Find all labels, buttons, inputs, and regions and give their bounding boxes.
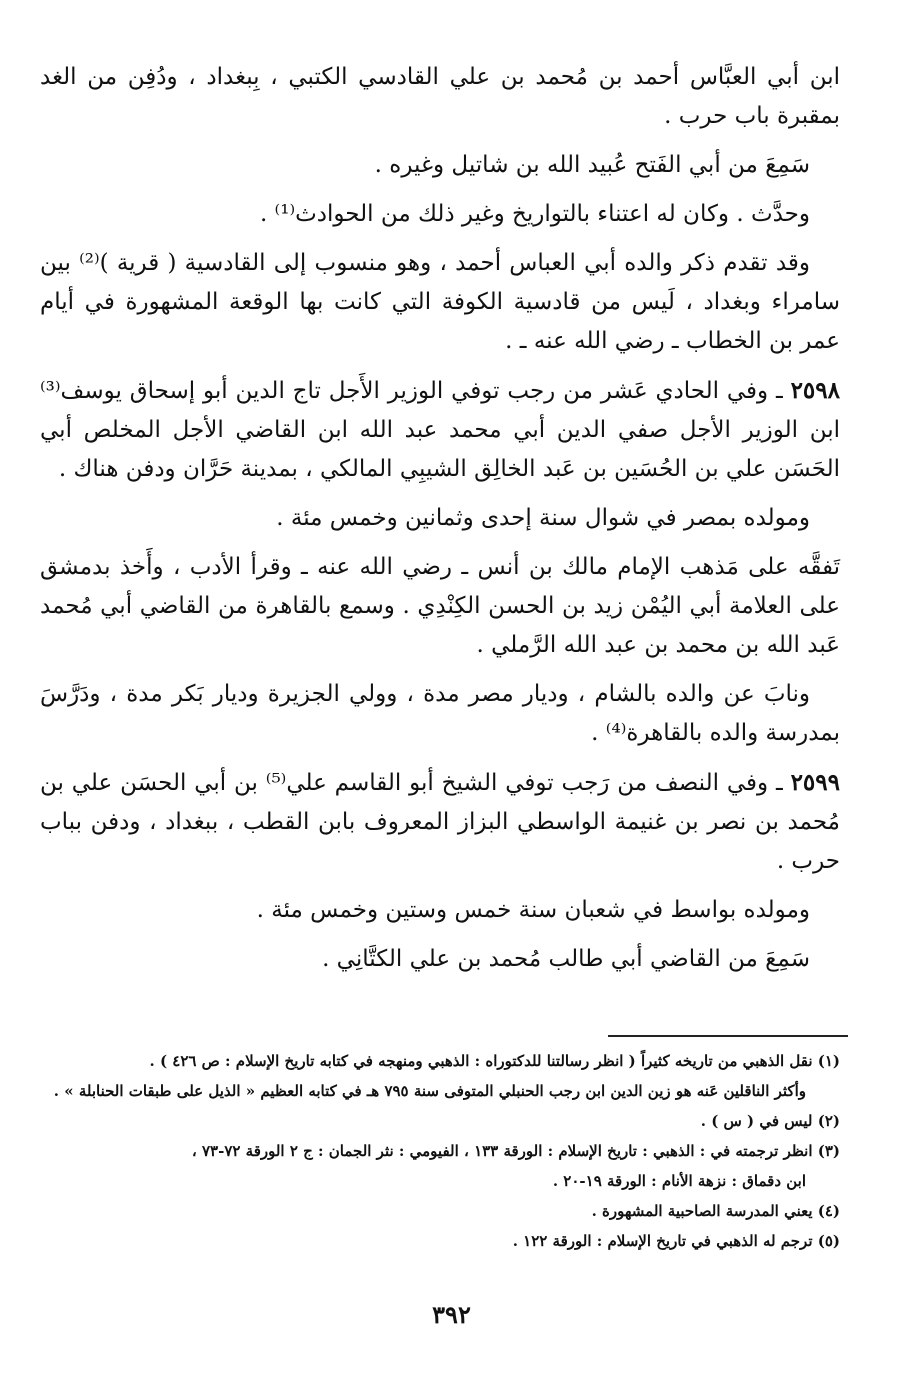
paragraph: سَمِعَ من القاضي أبي طالب مُحمد بن علي الكتَّانِي . xyxy=(322,946,810,972)
entry-text: ـ وفي الحادي عَشر من رجب توفي الوزير الأَجل تاج الدين أبو إسحاق يوسف⁽³⁾ ابن الوزير الأجل صفي الدين أبي محمد عبد الله ابن القاضي الأجل المخلص أبي الحَسَن علي بن الحُسَين بن عَبد الخالِق الشيبِي المالكي ، بمدينة حَرَّان ودفن هناك . xyxy=(40,378,840,482)
paragraph: تَفقَّه على مَذهب الإمام مالك بن أنس ـ رضي الله عنه ـ وقرأ الأدب ، وأَخذ بدمشق على العلامة أبي اليُمْن زيد بن الحسن الكِنْدِي . وسمع بالقاهرة من القاضي أبي مُحمد عَبد الله بن محمد بن عبد الله الرَّملي . xyxy=(40,554,840,658)
entry-2599 xyxy=(40,763,840,881)
paragraph: ونابَ عن والده بالشام ، وديار مصر مدة ، وولي الجزيرة وديار بَكر مدة ، ودَرَّسَ بمدرسة والده بالقاهرة⁽⁴⁾ . xyxy=(40,681,840,746)
entry-number: ٢٥٩٨ xyxy=(790,377,840,404)
paragraph: ومولده بمصر في شوال سنة إحدى وثمانين وخمس مئة . xyxy=(276,505,810,531)
paragraph: سَمِعَ من أبي الفَتح عُبيد الله بن شاتيل وغيره . xyxy=(374,152,810,178)
entry-number: ٢٥٩٩ xyxy=(790,769,840,796)
entry-text: ـ وفي النصف من رَجب توفي الشيخ أبو القاسم علي⁽⁵⁾ بن أبي الحسَن علي بن مُحمد بن نصر بن غنيمة الواسطي البزاز المعروف بابن القطب ، ببغداد ، ودفن بباب حرب . xyxy=(40,770,840,874)
footnote-divider xyxy=(608,1035,848,1037)
footnote-4: (٤) يعني المدرسة الصاحبية المشهورة . xyxy=(591,1202,840,1220)
page-number: ٣٩٢ xyxy=(432,1300,471,1329)
footnotes xyxy=(40,1048,840,1258)
footnote-3: (٣) انظر ترجمته في : الذهبي : تاريخ الإسلام : الورقة ١٣٣ ، الفيومي : نثر الجمان : ج ٢ الورقة ٧٢-٧٣ ، xyxy=(191,1142,840,1160)
main-text xyxy=(40,58,840,989)
paragraph: ومولده بواسط في شعبان سنة خمس وستين وخمس مئة . xyxy=(256,897,810,923)
paragraph: وحدَّث . وكان له اعتناء بالتواريخ وغير ذلك من الحوادث⁽¹⁾ . xyxy=(259,201,810,227)
paragraph: ابن أبي العبَّاس أحمد بن مُحمد بن علي القادسي الكتبي ، بِبغداد ، ودُفِن من الغد بمقبرة باب حرب . xyxy=(40,64,840,129)
paragraph: وقد تقدم ذكر والده أبي العباس أحمد ، وهو منسوب إلى القادسية ( قرية )⁽²⁾ بين سامراء وبغداد ، لَيس من قادسية الكوفة التي كانت بها الوقعة المشهورة في أيام عمر بن الخطاب ـ رضي الله عنه ـ . xyxy=(40,250,840,354)
footnote-3-continued: ابن دقماق : نزهة الأنام : الورقة ١٩-٢٠ . xyxy=(552,1172,806,1190)
footnote-2: (٢) ليس في ( س ) . xyxy=(700,1112,840,1130)
footnote-1: (١) نقل الذهبي من تاريخه كثيراً ( انظر رسالتنا للدكتوراه : الذهبي ومنهجه في كتابه تاريخ الإسلام : ص ٤٢٦ ) . xyxy=(149,1052,840,1070)
footnote-1-continued: وأكثر الناقلين عَنه هو زين الدين ابن رجب الحنبلي المتوفى سنة ٧٩٥ هـ في كتابه العظيم « الذيل على طبقات الحنابلة » . xyxy=(53,1082,806,1100)
footnote-5: (٥) ترجم له الذهبي في تاريخ الإسلام : الورقة ١٢٢ . xyxy=(512,1232,840,1250)
entry-2598 xyxy=(40,371,840,489)
